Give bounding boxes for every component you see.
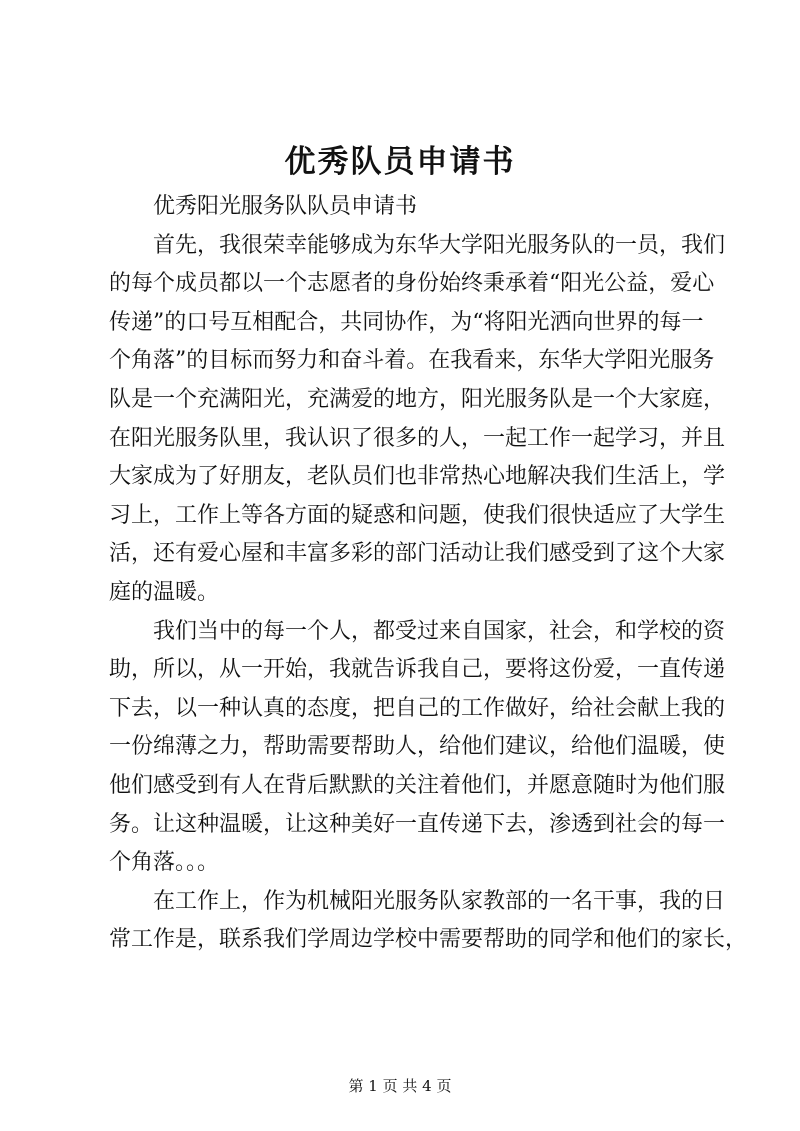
paragraph-line: 下去，以一种认真的态度，把自己的工作做好，给社会献上我的 [109, 695, 726, 721]
body-text [109, 188, 748, 960]
page-title: 优秀队员申请书 [284, 144, 516, 180]
paragraph-line: 的每个成员都以一个志愿者的身份始终秉承着“阳光公益，爱心 [109, 271, 715, 297]
paragraph-line: 他们感受到有人在背后默默的关注着他们，并愿意随时为他们服 [109, 772, 726, 798]
paragraph-line: 在工作上，作为机械阳光服务队家教部的一名干事，我的日 [153, 888, 726, 914]
page-footer: 第 1 页 共 4 页 [348, 1077, 452, 1095]
paragraph-line: 常工作是，联系我们学周边学校中需要帮助的同学和他们的家长， [109, 927, 748, 953]
paragraph-line: 习上，工作上等各方面的疑惑和问题，使我们很快适应了大学生 [109, 502, 726, 528]
paragraph-line: 队是一个充满阳光，充满爱的地方，阳光服务队是一个大家庭， [109, 386, 726, 412]
paragraph-line: 个角落”的目标而努力和奋斗着。在我看来，东华大学阳光服务 [109, 348, 715, 374]
paragraph-line: 助，所以，从一开始，我就告诉我自己，要将这份爱，一直传递 [109, 657, 726, 683]
paragraph-line: 我们当中的每一个人，都受过来自国家，社会，和学校的资 [153, 618, 726, 644]
paragraph-line: 传递”的口号互相配合，共同协作，为“将阳光洒向世界的每一 [109, 309, 704, 335]
paragraph-line: 大家成为了好朋友，老队员们也非常热心地解决我们生活上，学 [109, 464, 726, 490]
paragraph-line: 首先，我很荣幸能够成为东华大学阳光服务队的一员，我们 [153, 232, 726, 258]
paragraph-line: 一份绵薄之力，帮助需要帮助人，给他们建议，给他们温暖，使 [109, 734, 726, 760]
paragraph-line: 活，还有爱心屋和丰富多彩的部门活动让我们感受到了这个大家 [109, 541, 726, 567]
paragraph-line: 在阳光服务队里，我认识了很多的人，一起工作一起学习，并且 [109, 425, 726, 451]
paragraph-line: 个角落。。。 [109, 850, 220, 876]
paragraph-line: 庭的温暖。 [109, 579, 220, 605]
subtitle-line: 优秀阳光服务队队员申请书 [153, 194, 418, 219]
paragraph-line: 务。让这种温暖，让这种美好一直传递下去，渗透到社会的每一 [109, 811, 726, 837]
